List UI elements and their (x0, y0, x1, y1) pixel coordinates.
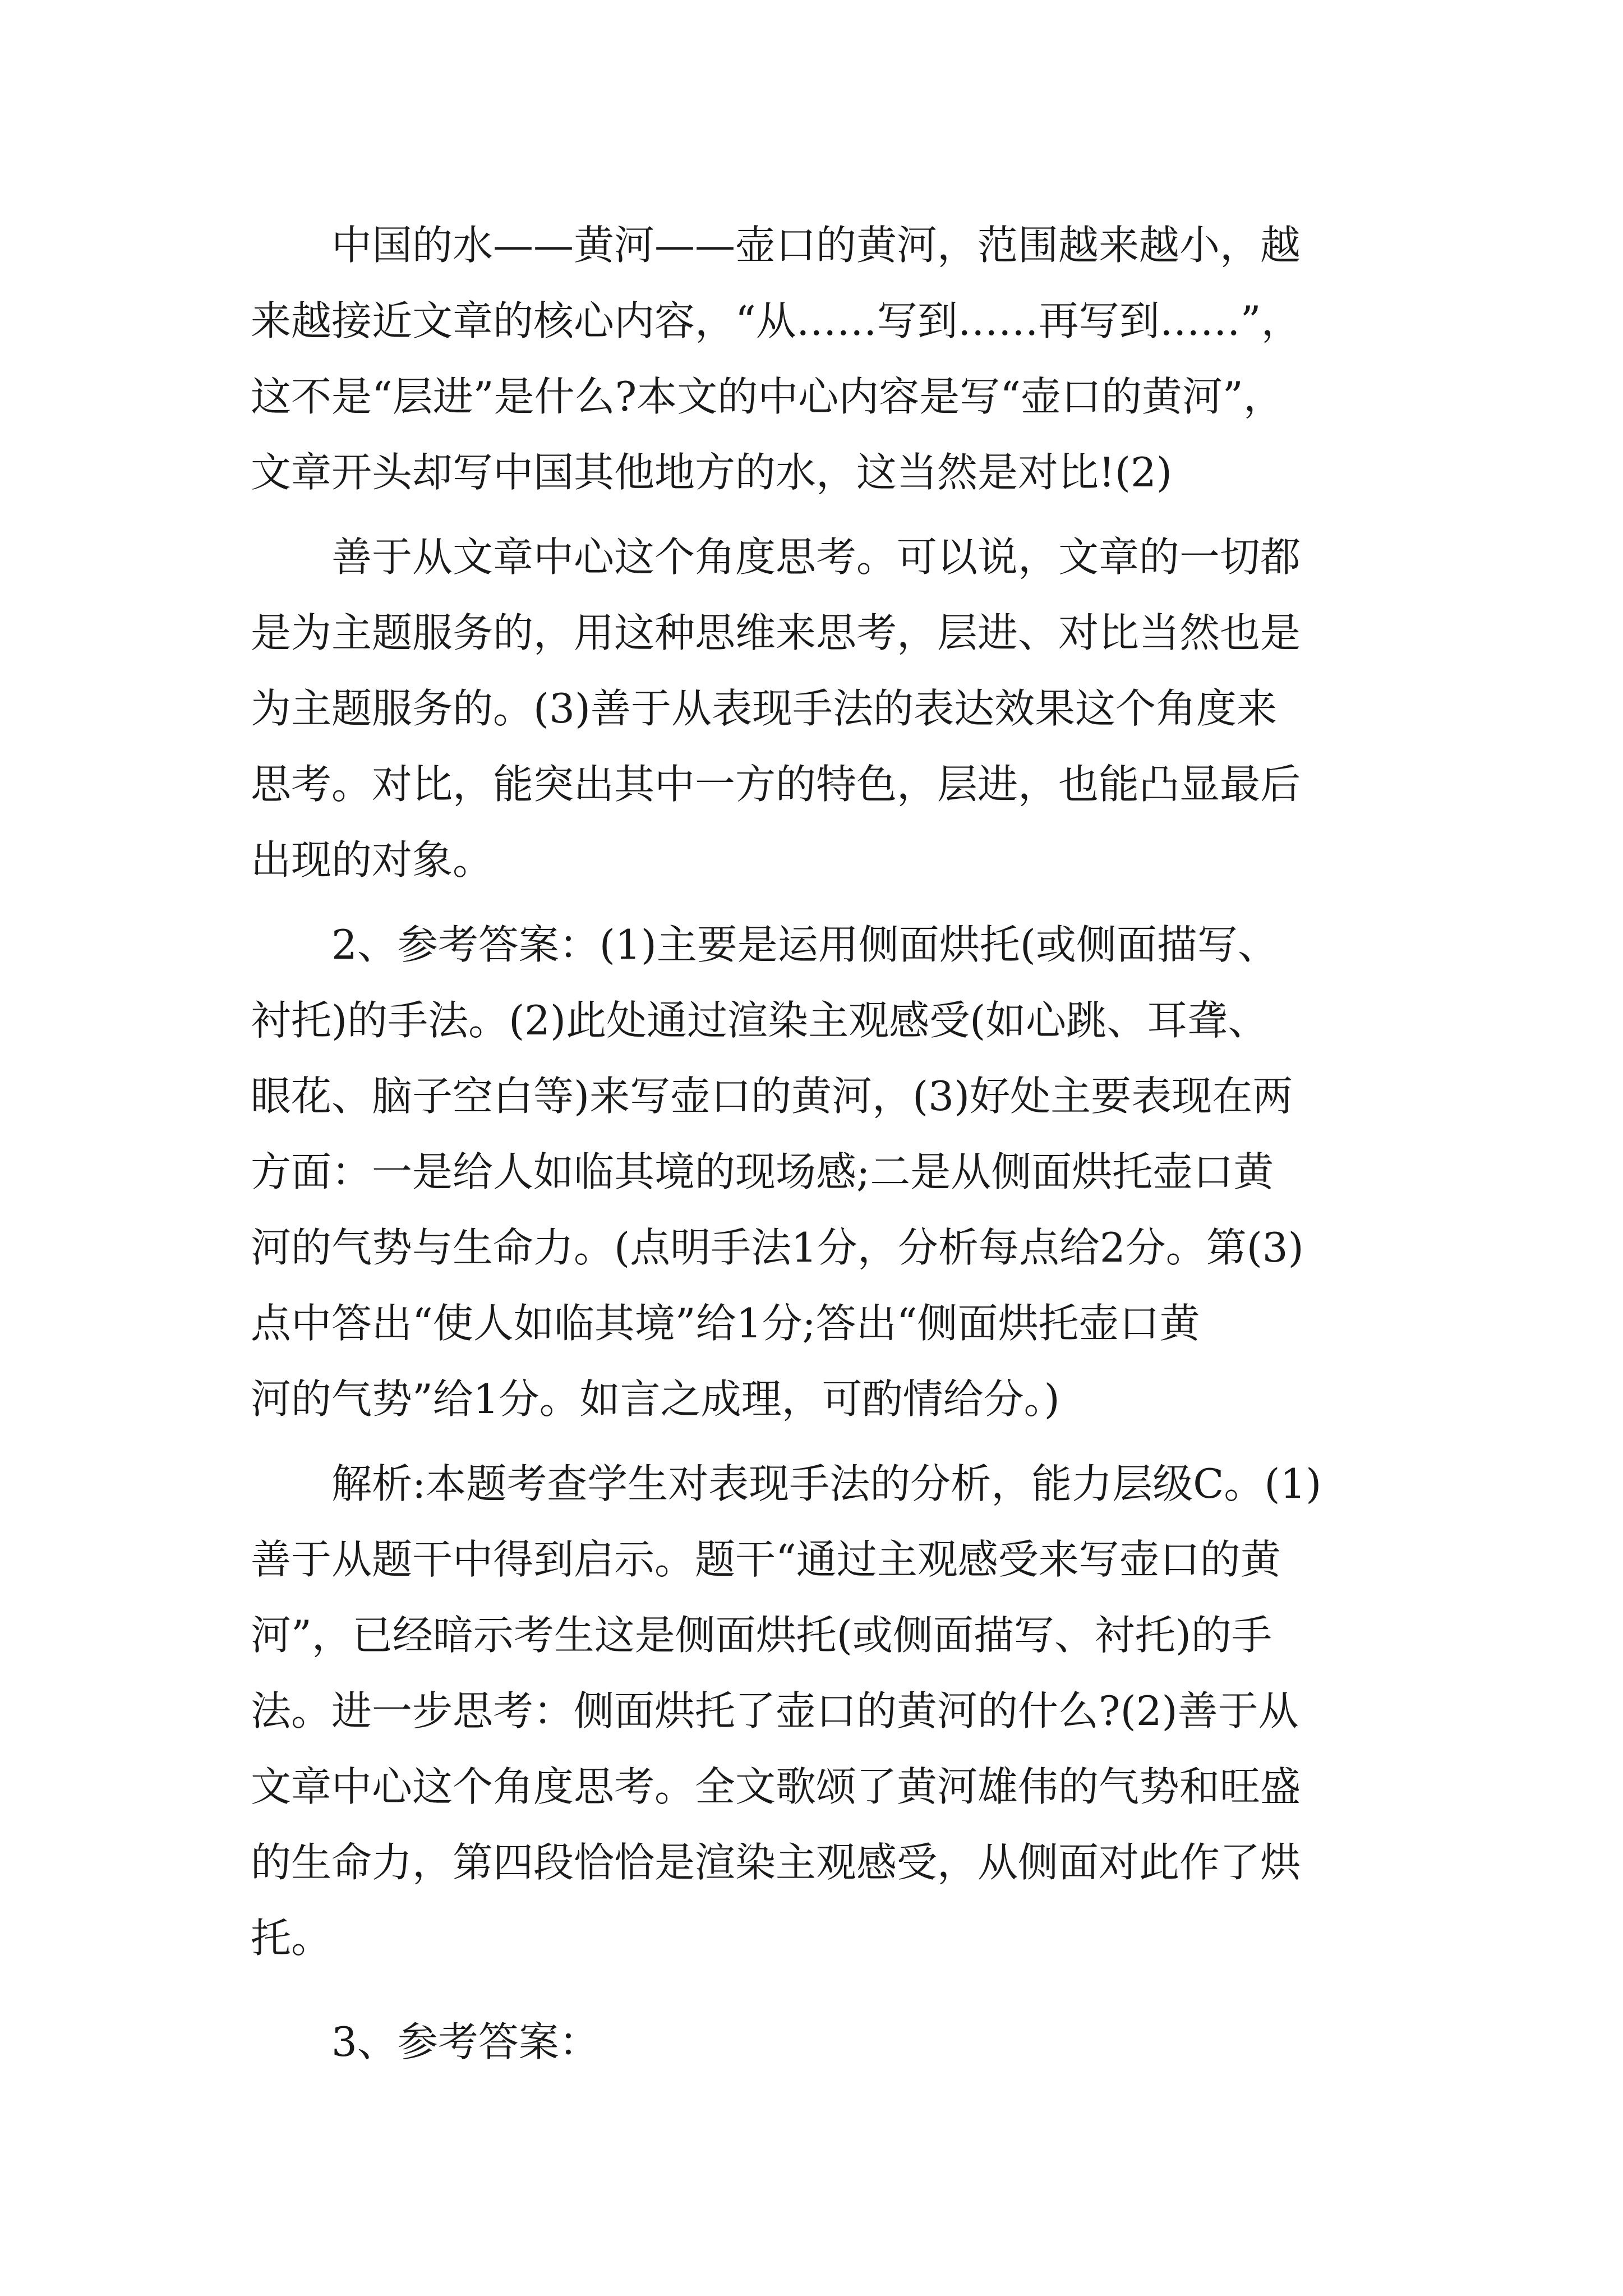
paragraph-line: 2、参考答案：(1)主要是运用侧面烘托(或侧面描写、 (331, 921, 1278, 968)
paragraph-line: 善于从文章中心这个角度思考。可以说，文章的一切都 (331, 533, 1301, 581)
paragraph-line: 中国的水——黄河——壶口的黄河，范围越来越小，越 (331, 222, 1301, 269)
paragraph-2 (251, 519, 1434, 898)
document-body (251, 208, 1434, 2080)
paragraph-line: 文章开头却写中国其他地方的水，这当然是对比!(2) (251, 449, 1172, 496)
paragraph-4 (251, 1446, 1434, 1976)
paragraph-5 (251, 2004, 1434, 2080)
paragraph-line: 河的气势与生命力。(点明手法1分，分析每点给2分。第(3) (251, 1224, 1304, 1271)
paragraph-line: 出现的对象。 (251, 836, 494, 884)
paragraph-line: 点中答出“使人如临其境”给1分;答出“侧面烘托壶口黄 (251, 1300, 1200, 1347)
paragraph-line: 衬托)的手法。(2)此处通过渲染主观感受(如心跳、耳聋、 (251, 997, 1269, 1044)
paragraph-line: 来越接近文章的核心内容，“从……写到……再写到……”， (251, 297, 1302, 344)
paragraph-line: 善于从题干中得到启示。题干“通过主观感受来写壶口的黄 (251, 1536, 1281, 1583)
paragraph-line: 法。进一步思考：侧面烘托了壶口的黄河的什么?(2)善于从 (251, 1687, 1299, 1734)
paragraph-line: 解析:本题考查学生对表现手法的分析，能力层级C。(1) (331, 1460, 1322, 1507)
paragraph-line: 的生命力，第四段恰恰是渲染主观感受，从侧面对此作了烘 (251, 1839, 1301, 1886)
paragraph-line: 河的气势”给1分。如言之成理，可酌情给分。) (251, 1375, 1060, 1423)
paragraph-line: 文章中心这个角度思考。全文歌颂了黄河雄伟的气势和旺盛 (251, 1763, 1301, 1810)
paragraph-line: 河”，已经暗示考生这是侧面烘托(或侧面描写、衬托)的手 (251, 1612, 1272, 1659)
paragraph-line: 托。 (251, 1915, 332, 1962)
paragraph-line: 为主题服务的。(3)善于从表现手法的表达效果这个角度来 (251, 685, 1277, 732)
paragraph-line: 方面：一是给人如临其境的现场感;二是从侧面烘托壶口黄 (251, 1148, 1274, 1195)
paragraph-1 (251, 208, 1434, 510)
paragraph-line: 这不是“层进”是什么?本文的中心内容是写“壶口的黄河”， (251, 373, 1284, 420)
paragraph-line: 3、参考答案： (331, 2018, 600, 2065)
paragraph-line: 是为主题服务的，用这种思维来思考，层进、对比当然也是 (251, 609, 1301, 656)
paragraph-line: 思考。对比，能突出其中一方的特色，层进，也能凸显最后 (251, 761, 1301, 808)
paragraph-3 (251, 907, 1434, 1437)
paragraph-line: 眼花、脑子空白等)来写壶口的黄河，(3)好处主要表现在两 (251, 1073, 1293, 1120)
